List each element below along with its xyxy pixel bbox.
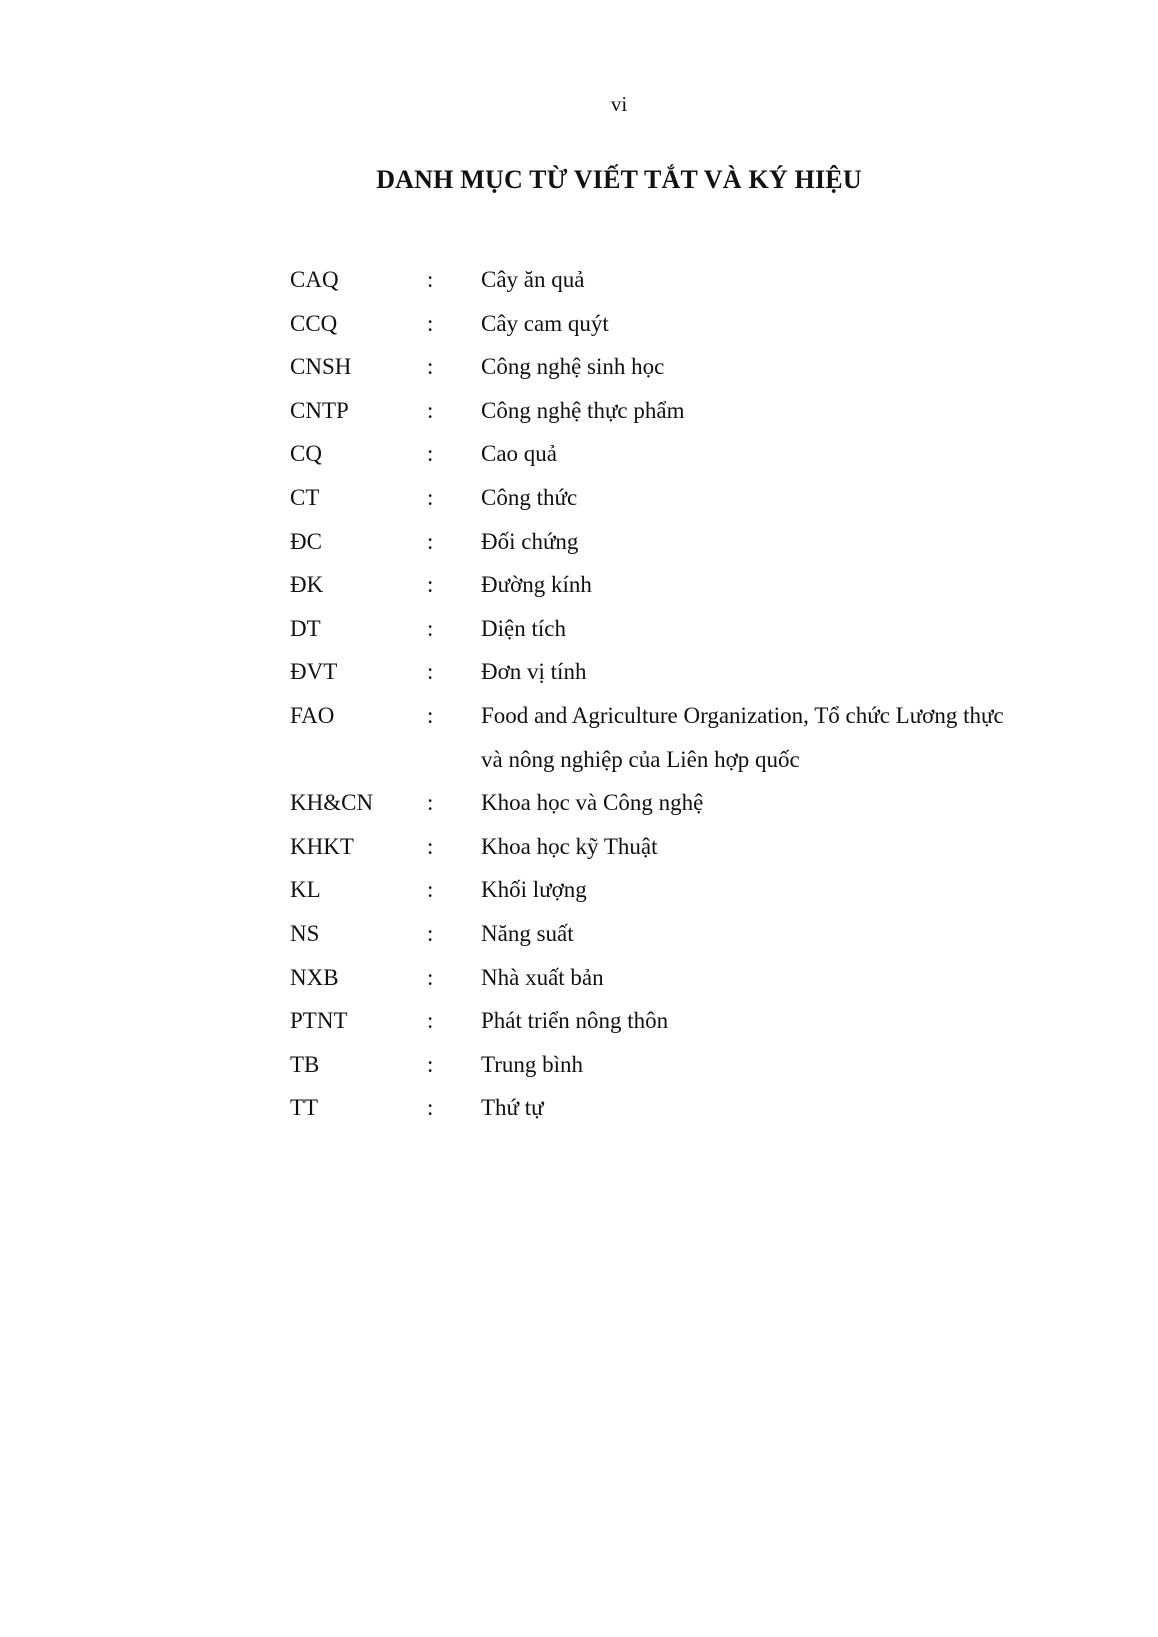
abbreviation-definition: Đối chứng	[481, 528, 579, 554]
page-title: DANH MỤC TỪ VIẾT TẮT VÀ KÝ HIỆU	[376, 165, 862, 194]
separator: :	[427, 397, 434, 423]
abbreviation-definition: Cây cam quýt	[481, 310, 609, 336]
abbreviation-definition: Khoa học kỹ Thuật	[481, 833, 658, 859]
abbreviation-term: ĐVT	[290, 659, 338, 685]
list-item	[290, 999, 1030, 1043]
separator: :	[427, 1008, 434, 1034]
abbreviation-term: CNTP	[290, 397, 349, 423]
abbreviation-definition: Đường kính	[481, 572, 592, 598]
abbreviation-term: CCQ	[290, 310, 338, 336]
list-item	[290, 432, 1030, 476]
abbreviation-definition: Công nghệ thực phẩm	[481, 397, 685, 423]
list-item	[290, 389, 1030, 433]
list-item	[290, 345, 1030, 389]
abbreviation-term: TT	[290, 1095, 319, 1121]
abbreviation-definition: Trung bình	[481, 1051, 584, 1077]
list-item	[290, 476, 1030, 520]
abbreviation-definition: Nhà xuất bản	[481, 964, 604, 990]
abbreviation-definition: Khối lượng	[481, 877, 587, 903]
separator: :	[427, 354, 434, 380]
separator: :	[427, 702, 434, 728]
list-item	[290, 781, 1030, 825]
list-item	[290, 607, 1030, 651]
abbreviation-definition: Công thức	[481, 484, 578, 510]
list-item	[290, 302, 1030, 346]
separator: :	[427, 964, 434, 990]
abbreviation-definition: Năng suất	[481, 920, 574, 946]
list-item	[290, 956, 1030, 1000]
list-item	[290, 868, 1030, 912]
abbreviation-definition: Khoa học và Công nghệ	[481, 790, 704, 816]
abbreviation-definition: Phát triển nông thôn	[481, 1008, 669, 1034]
abbreviation-term: DT	[290, 615, 321, 641]
list-item	[290, 912, 1030, 956]
abbreviation-term: CNSH	[290, 354, 352, 380]
abbreviation-definition: Công nghệ sinh học	[481, 354, 665, 380]
list-item	[290, 563, 1030, 607]
abbreviation-definition: Food and Agriculture Organization, Tổ chức Lương thực và nông nghiệp của Liên hợp quốc	[481, 702, 1004, 772]
abbreviation-term: PTNT	[290, 1008, 348, 1034]
separator: :	[427, 659, 434, 685]
abbreviation-term: KH&CN	[290, 790, 374, 816]
abbreviation-term: CQ	[290, 441, 322, 467]
list-item	[290, 694, 1030, 781]
separator: :	[427, 877, 434, 903]
abbreviation-definition: Cao quả	[481, 441, 558, 467]
abbreviation-term: KHKT	[290, 833, 354, 859]
abbreviation-list	[290, 258, 1030, 1130]
abbreviation-term: ĐK	[290, 572, 324, 598]
abbreviation-term: CAQ	[290, 267, 339, 292]
abbreviation-term: TB	[290, 1051, 320, 1077]
abbreviation-definition: Diện tích	[481, 615, 566, 641]
list-item	[290, 1043, 1030, 1087]
list-item	[290, 650, 1030, 694]
abbreviation-definition: Thứ tự	[481, 1095, 544, 1121]
separator: :	[427, 1051, 434, 1077]
abbreviation-term: NXB	[290, 964, 339, 990]
separator: :	[427, 484, 434, 510]
list-item	[290, 258, 1030, 302]
separator: :	[427, 1095, 434, 1121]
page-number: vi	[610, 92, 628, 116]
separator: :	[427, 615, 434, 641]
separator: :	[427, 572, 434, 598]
separator: :	[427, 441, 434, 467]
list-item	[290, 520, 1030, 564]
abbreviation-term: NS	[290, 920, 320, 946]
list-item	[290, 1086, 1030, 1130]
abbreviation-term: CT	[290, 484, 320, 510]
separator: :	[427, 310, 434, 336]
separator: :	[427, 267, 434, 292]
abbreviation-term: FAO	[290, 702, 335, 728]
separator: :	[427, 833, 434, 859]
abbreviation-term: KL	[290, 877, 321, 903]
separator: :	[427, 790, 434, 816]
list-item	[290, 825, 1030, 869]
abbreviation-term: ĐC	[290, 528, 322, 554]
abbreviation-definition: Đơn vị tính	[481, 659, 587, 685]
abbreviation-definition: Cây ăn quả	[481, 267, 585, 292]
separator: :	[427, 920, 434, 946]
separator: :	[427, 528, 434, 554]
